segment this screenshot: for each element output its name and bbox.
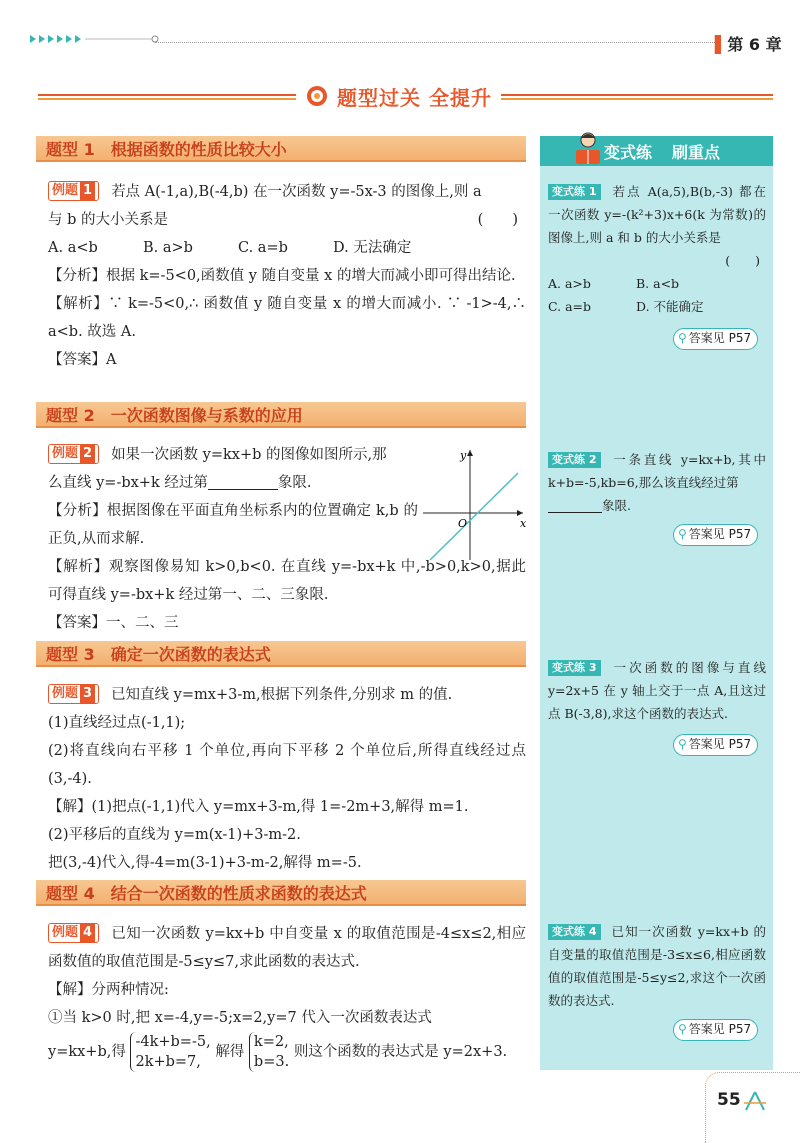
pin-icon: ⚲	[678, 737, 687, 751]
practice-1-option-d: D. 不能确定	[636, 299, 704, 314]
section-3-heading: 题型 3 确定一次函数的表达式	[36, 641, 526, 667]
page-number: 55	[717, 1090, 741, 1110]
practice-tag: 变式练 1	[548, 184, 601, 200]
example-3-s2: (2)平移后的直线为 y=m(x-1)+3-m-2.	[48, 827, 301, 843]
example-1-stem-a: 若点 A(-1,a),B(-4,b) 在一次函数 y=-5x-3 的图像上,则 a	[111, 184, 482, 200]
practice-tag: 变式练 3	[548, 660, 601, 676]
example-3-s1: 【解】(1)把点(-1,1)代入 y=mx+3-m,得 1=-2m+3,解得 m=1.	[48, 799, 469, 815]
example-4	[48, 920, 526, 1072]
x-axis-label: x	[520, 517, 527, 530]
option-c: C. a=b	[238, 240, 288, 256]
practice-tag: 变式练 2	[548, 452, 601, 468]
option-b: B. a>b	[143, 240, 193, 256]
equation-system-2: k=2, b=3.	[249, 1032, 289, 1072]
banner-title: 题型过关 全提升	[337, 85, 492, 110]
example-2-solution: 【解析】观察图像易知 k>0,b<0. 在直线 y=-bx+k 中,-b>0,k>0,据此可得直线 y=-bx+k 经过第一、二、三象限.	[48, 559, 526, 603]
example-3	[48, 681, 526, 877]
pin-icon: ⚲	[678, 1022, 687, 1036]
y-axis-label: y	[460, 449, 467, 462]
example-1-analysis: 【分析】根据 k=-5<0,函数值 y 随自变量 x 的增大而减小即可得出结论.	[48, 268, 516, 284]
pin-icon: ⚲	[678, 331, 687, 345]
example-4-s2: ①当 k>0 时,把 x=-4,y=-5;x=2,y=7 代入一次函数表达式	[48, 1010, 432, 1026]
banner	[296, 78, 501, 114]
example-2-stem-c: 象限.	[277, 475, 312, 491]
example-tag: 例题 4	[48, 923, 99, 943]
example-4-s1: 【解】分两种情况:	[48, 982, 169, 998]
answer-paren: ( )	[477, 212, 518, 228]
practice-1-option-c: C. a=b	[548, 299, 591, 314]
rocket-badge-icon	[305, 84, 329, 108]
practice-1: 变式练 1 若点 A(a,5),B(b,-3) 都在一次函数 y=-(k²+3)x+6(k 为常数)的图像上,则 a 和 b 的大小关系是 ( ) A. a>b B. a<b C. a=b D. 不能确定	[548, 180, 766, 318]
example-2-analysis: 【分析】根据图像在平面直角坐标系内的位置确定 k,b 的正负,从而求解.	[48, 503, 418, 547]
section-2-heading: 题型 2 一次函数图像与系数的应用	[36, 402, 526, 428]
header-arrows-decoration	[30, 34, 160, 44]
example-3-q1: (1)直线经过点(-1,1);	[48, 715, 186, 731]
practice-3: 变式练 3 一次函数的图像与直线 y=2x+5 在 y 轴上交于一点 A,且这过点 B(-3,8),求这个函数的表达式.	[548, 660, 766, 721]
section-1-heading: 题型 1 根据函数的性质比较大小	[36, 136, 526, 162]
example-4-s3b: 解得	[215, 1044, 245, 1060]
example-tag: 例题 2	[48, 444, 99, 464]
option-a: A. a<b	[48, 240, 98, 256]
practice-1-option-a: A. a>b	[548, 276, 591, 291]
example-tag: 例题 1	[48, 181, 99, 201]
answer-link-3[interactable]: ⚲ 答案见 P57	[673, 734, 758, 756]
practice-4: 变式练 4 已知一次函数 y=kx+b 的自变量的取值范围是-3≤x≤6,相应函数值的取值范围是-5≤y≤2,求这个一次函数的表达式.	[548, 924, 766, 1008]
pin-icon: ⚲	[678, 527, 687, 541]
example-3-s3: 把(3,-4)代入,得-4=m(3-1)+3-m-2,解得 m=-5.	[48, 855, 362, 871]
example-2-solution-block	[48, 553, 526, 637]
practice-title-b: 刷重点	[672, 142, 721, 162]
example-2-stem-b: 么直线 y=-bx+k 经过第	[48, 475, 208, 491]
practice-tag: 变式练 4	[548, 924, 601, 940]
example-1-answer: 【答案】A	[48, 352, 117, 368]
example-2-answer: 【答案】一、二、三	[48, 615, 179, 631]
practice-1-option-b: B. a<b	[636, 276, 680, 291]
compass-icon	[742, 1090, 768, 1112]
answer-link-2[interactable]: ⚲ 答案见 P57	[673, 524, 758, 546]
practice-title-a: 变式练	[604, 142, 653, 162]
example-tag: 例题 3	[48, 684, 99, 704]
example-1-stem-b: 与 b 的大小关系是	[48, 212, 168, 228]
example-4-s3c: 则这个函数的表达式是 y=2x+3.	[293, 1044, 508, 1060]
chapter-label: ▌第 6 章	[715, 35, 782, 54]
practice-2: 变式练 2 一条直线 y=kx+b,其中 k+b=-5,kb=6,那么该直线经过第 象限.	[548, 452, 766, 513]
option-d: D. 无法确定	[333, 240, 412, 256]
practice-fill-blank	[548, 495, 602, 513]
section-4-heading: 题型 4 结合一次函数的性质求函数的表达式	[36, 880, 526, 906]
answer-link-4[interactable]: ⚲ 答案见 P57	[673, 1019, 758, 1041]
graph-line	[430, 473, 518, 560]
example-2-stem-a: 如果一次函数 y=kx+b 的图像如图所示,那	[111, 447, 387, 463]
practice-1-paren: ( )	[725, 253, 760, 268]
origin-label: O	[458, 517, 468, 530]
fill-blank	[208, 472, 278, 490]
equation-system-1: -4k+b=-5, 2k+b=7,	[130, 1032, 210, 1072]
example-2	[48, 441, 418, 553]
example-3-stem: 已知直线 y=mx+3-m,根据下列条件,分别求 m 的值.	[111, 687, 453, 703]
example-1	[48, 178, 526, 374]
header-dotted-line	[155, 42, 715, 43]
example-1-solution: 【解析】∵ k=-5<0,∴ 函数值 y 随自变量 x 的增大而减小. ∵ -1>-4,∴ a<b. 故选 A.	[48, 296, 526, 340]
example-3-q2: (2)将直线向右平移 1 个单位,再向下平移 2 个单位后,所得直线经过点(3,-4).	[48, 743, 526, 787]
answer-link-1[interactable]: ⚲ 答案见 P57	[673, 328, 758, 350]
example-4-stem: 已知一次函数 y=kx+b 中自变量 x 的取值范围是-4≤x≤2,相应函数值的取值范围是-5≤y≤7,求此函数的表达式.	[48, 926, 526, 970]
example-4-s3a: y=kx+b,得	[48, 1044, 126, 1060]
coordinate-graph	[418, 445, 528, 565]
student-reading-icon	[568, 128, 608, 168]
